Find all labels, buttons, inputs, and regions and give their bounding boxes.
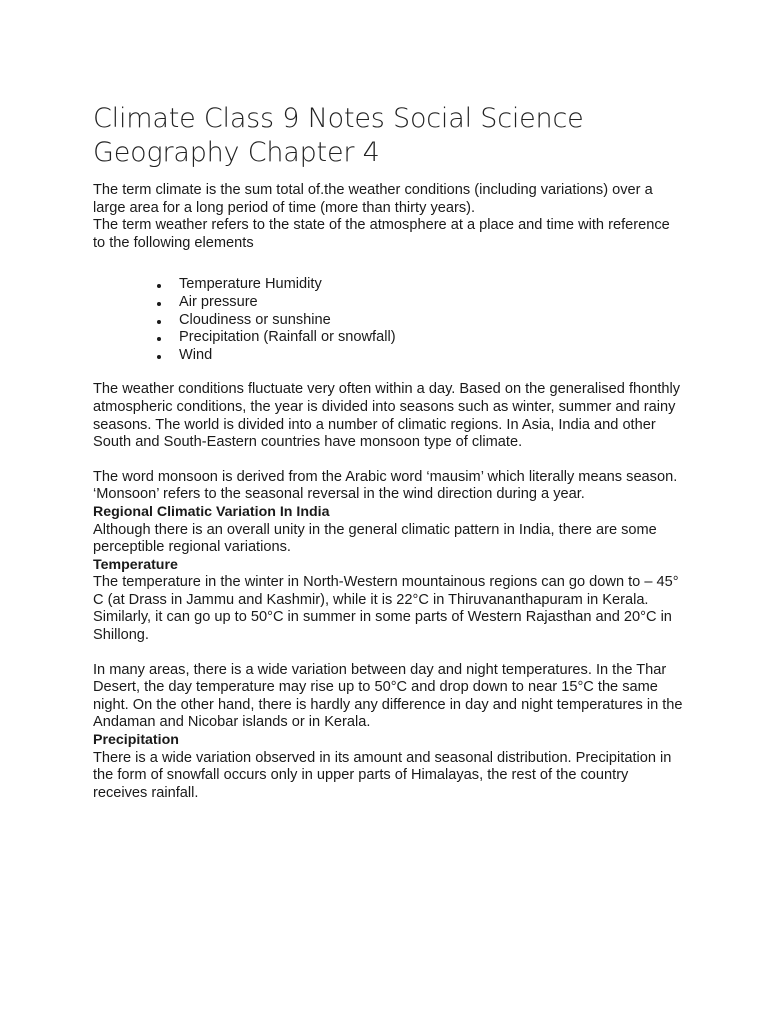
monsoon-paragraph: The word monsoon is derived from the Arabic word ‘mausim’ which literally means season. ‘Monsoon’ refers to the seasonal reversal in the wind direction during a year. <box>93 468 678 503</box>
list-item: Air pressure <box>155 294 683 312</box>
day-night-temperature-paragraph: In many areas, there is a wide variation between day and night temperatures. In the Thar Desert, the day temperature may rise up to 50°C and drop down to near 15°C the same night. On the other hand, there is hardly any difference in day and night temperatures in the Andaman and Nicobar islands or in Kerala. <box>93 661 683 731</box>
precipitation-heading: Precipitation <box>93 732 179 749</box>
temperature-paragraph: The temperature in the winter in North-Western mountainous regions can go down to – 45° C (at Drass in Jammu and Kashmir), while it is 22°C in Thiruvananthapuram in Kerala. Similarly, it can go up to 50°C in summer in some parts of Western Rajasthan and 20°C in Shillong. <box>93 574 679 644</box>
list-item: Temperature Humidity <box>155 276 683 294</box>
document-page <box>93 102 683 802</box>
weather-definition-paragraph: The term weather refers to the state of the atmosphere at a place and time with reference to the following elements <box>93 217 670 251</box>
weather-elements-list <box>93 276 683 364</box>
climate-definition-paragraph: The term climate is the sum total of.the weather conditions (including variations) over a large area for a long period of time (more than thirty years). <box>93 182 653 216</box>
list-item: Cloudiness or sunshine <box>155 312 683 330</box>
regional-variation-heading: Regional Climatic Variation In India <box>93 503 330 520</box>
page-title: Climate Class 9 Notes Social Science Geography Chapter 4 <box>93 103 584 168</box>
weather-conditions-paragraph: The weather conditions fluctuate very often within a day. Based on the generalised fhonthly atmospheric conditions, the year is divided into seasons such as winter, summer and rainy seasons. The world is divided into a number of climatic regions. In Asia, India and other South and South-Eastern countries have monsoon type of climate. <box>93 381 681 451</box>
list-item: Wind <box>155 347 683 365</box>
precipitation-paragraph: There is a wide variation observed in its amount and seasonal distribution. Precipitation in the form of snowfall occurs only in upper parts of Himalayas, the rest of the country receives rainfall. <box>93 749 672 801</box>
temperature-heading: Temperature <box>93 556 178 573</box>
regional-variation-paragraph: Although there is an overall unity in the general climatic pattern in India, there are some perceptible regional variations. <box>93 521 657 556</box>
list-item: Precipitation (Rainfall or snowfall) <box>155 329 683 347</box>
